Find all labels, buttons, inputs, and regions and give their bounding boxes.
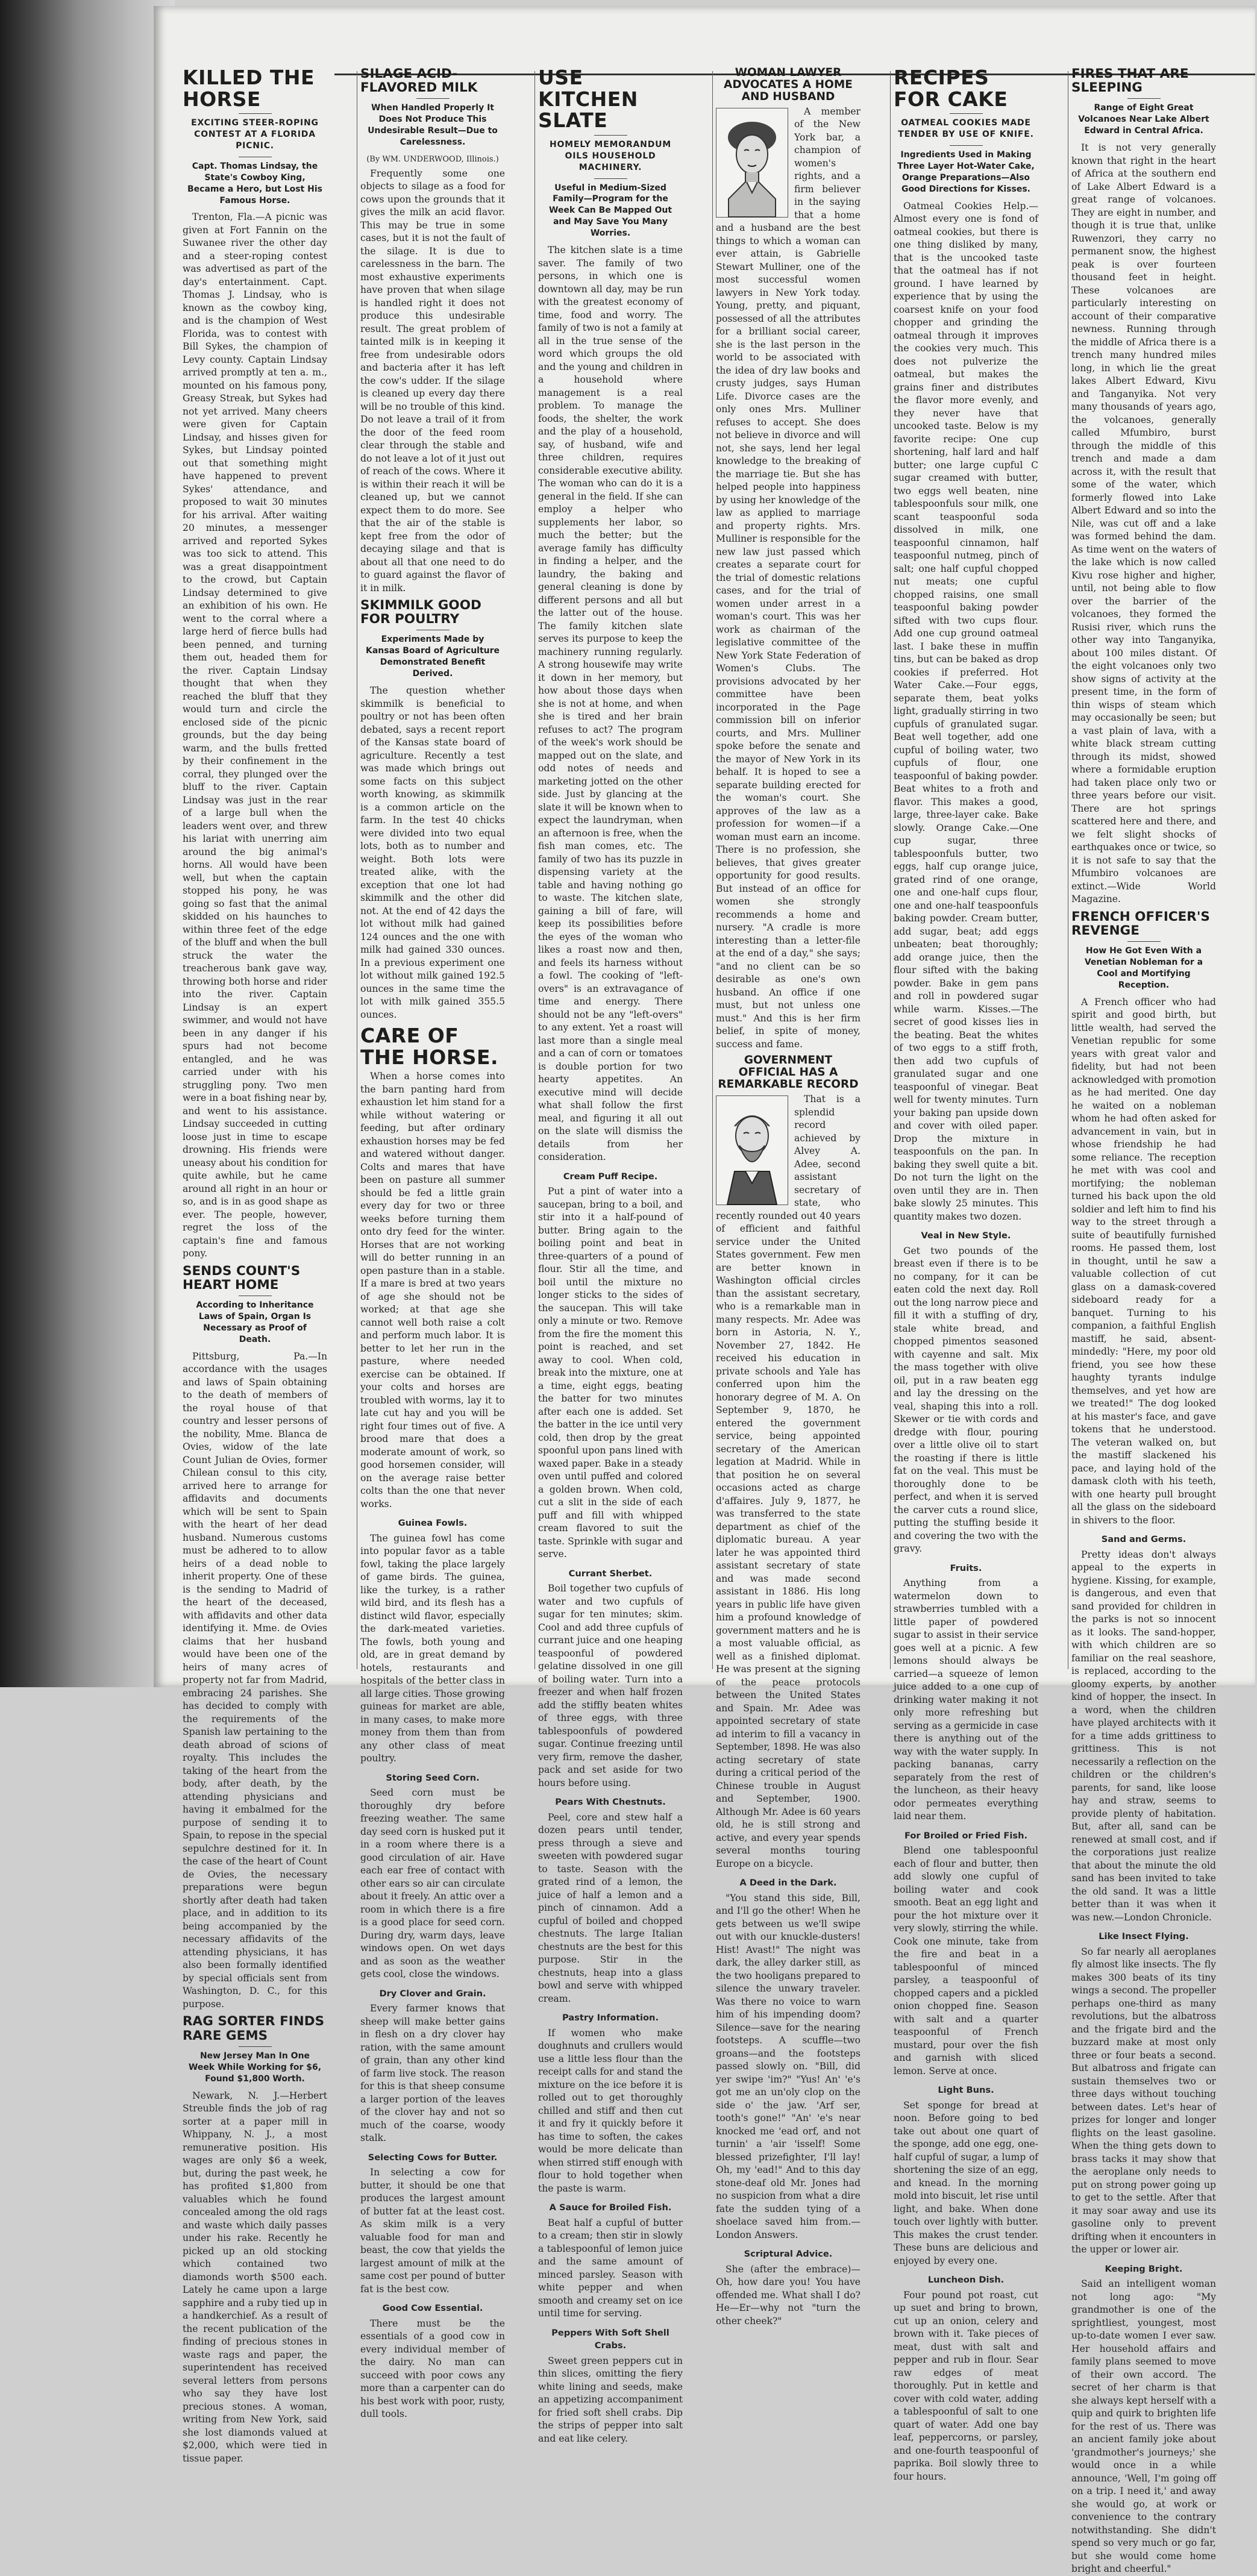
article-care-of-the-horse (360, 1025, 505, 1511)
column-6 (1071, 63, 1216, 2575)
article-body (1071, 142, 1216, 906)
article-sends-count-s-heart-home (183, 1264, 327, 2011)
headline: SENDS COUNT'S HEART HOME (183, 1263, 301, 1293)
body-text: Anything from a watermelon down to strawberries tumbled with a little paper of powdered sugar to assist in their service goes well at a picnic. A few lemons should always be carried—a squeeze of lemon juice added to a one cup of drinking water making it not only more refreshing but serving as a germicide in case there is anything out of the way with the water supply. In packing bananas, carry separately from the rest of the luncheon, as their heavy odor permeates everything laid near them. (894, 1578, 1038, 1822)
article-body (716, 105, 860, 1051)
article-keeping-bright (1071, 2263, 1216, 2576)
deck: Ingredients Used in Making Three Layer Hot-Water Cake, Orange Preparations—Also Good Directions for Kisses. (897, 150, 1035, 194)
column-1 (183, 63, 327, 2464)
body-text: There must be the essentials of a good cow in every individual member of the dairy. No man can succeed with poor cows any more than a carpenter can do his best work with poor, rusty, dull tools. (360, 2317, 505, 2420)
article-currant-sherbet (538, 1567, 683, 1790)
article-body (360, 685, 505, 1021)
headline: Sand and Germs. (1101, 1534, 1186, 1545)
deck-divider (594, 178, 627, 179)
article-killed-the-horse (183, 67, 327, 1261)
deck: EXCITING STEER-ROPING CONTEST AT A FLORIDA PICNIC. (191, 118, 319, 151)
body-text: When a horse comes into the barn panting hard from exhaustion let him stand for a while without watering or feeding, but after ordinary exhaustion horses may be fed and watered without danger. Colts and mares that have been on pasture all summer should be fed a little grain every day for two or three weeks before turning them onto dry feed for the winter. Horses that are not working will do better running in an open pasture than in a stable. If a mare is bred at two years of age she should not be worked; at that age she cannot well both raise a colt and perform much labor. It is better to let her run in the pasture, where needed exercise can be obtained. If your colts and horses are troubled with worms, lay it to late cut hay and you will be right four times out of five. A brood mare that does a moderate amount of work, so good horsemen consider, will on the average raise better colts than the one that never works. (360, 1071, 505, 1509)
column-rule (890, 71, 891, 1669)
deck-divider (416, 98, 450, 99)
headline: Good Cow Essential. (382, 2303, 483, 2314)
portrait-woman (716, 108, 788, 218)
body-text: So far nearly all aeroplanes fly almost like insects. The fly makes 300 beats of its tiny wings a second. The propeller perhaps one-third as many revolutions, but the albatross and the frigate bird and the buzzard make at most only three or four beats a second. But albatross and frigate can sustain themselves two or three days without touching between dates. Let's hear of prizes for longer and longer flights on the least gasoline. When the thing gets down to brass tacks it may show that the aeroplane only needs to put on strong power going up to get to the settle. After that it may soar away and use its gasoline only to prevent drifting when it encounters in the upper or lower air. (1071, 1946, 1216, 2255)
body-text: If women who make doughnuts and crullers would use a little less flour than the receipt calls for and stand the mixture on the ice before it is rolled out to get thoroughly chilled and stiff and then cut it and fry it quickly before it has time to soften, the cakes would be more delicate than when stirred stiff enough with flour to hold together when the paste is warm. (538, 2027, 683, 2194)
deck: Range of Eight Great Volcanoes Near Lake Albert Edward in Central Africa. (1078, 103, 1209, 136)
article-woman-lawyer-advocates-a-home-and-husband (716, 67, 860, 1051)
body-text: Newark, N. J.—Herbert Streuble finds the job of rag sorter at a paper mill in Whippany, N. J., a most remunerative position. His wages are only $6 a week, but, during the past week, he has profited $1,800 from valuables which he found concealed among the old rags and waste which daily passes under his rake. Recently he picked up an old stocking which contained two diamonds worth $500 each. Lately he came upon a large sapphire and a ruby tied up in a handkerchief. As a result of the recent publication of the finding of precious stones in waste rags and paper, the superintendent has received several letters from persons who say they have lost precious stones. A woman, writing from New York, said she lost diamonds valued at $2,000, which were tied in tissue paper. (183, 2090, 327, 2464)
headline: Peppers With Soft Shell Crabs. (551, 2327, 669, 2351)
body-text: Put a pint of water into a saucepan, bring to a boil, and stir into it a half-pound of butter. Bring again to the boiling point and beat in three-quarters of a pound of flour. Stir all the time, and boil until the mixture no longer sticks to the sides of the saucepan. This will take only a minute or two. Remove from the fire the moment this point is reached, and set away to cool. When cold, break into the mixture, one at a time, eight eggs, beating the batter for two minutes after each one is added. Set the batter in the ice until very cold, then drop by the great spoonful upon pans lined with waxed paper. Bake in a steady oven until puffed and colored a golden brown. When cold, cut a slit in the side of each puff and fill with whipped cream flavored to suit the taste. Sprinkle with sugar and serve. (538, 1186, 683, 1559)
article-a-deed-in-the-dark (716, 1876, 860, 2242)
body-text: A member of the New York bar, a champion of women's rights, and a firm believer in the saying that a home and a husband are the best things to which a woman can ever attain, is Gabrielle Stewart Mulliner, one of the most successful women lawyers in New York today. Young, pretty, and piquant, possessed of all the attributes for a brilliant social career, she is the last person in the world to be associated with the idea of dry law books and crusty judges, says Human Life. Divorce cases are the only ones Mrs. Mulliner refuses to accept. She does not believe in divorce and will not, she says, lend her legal knowledge to the breaking of the marriage tie. But she has helped people into happiness by using her knowledge of the law as applied to marriage and property rights. Mrs. Mulliner is responsible for the new law just passed which creates a separate court for the trial of domestic relations cases, and for the trial of women under arrest in a woman's court. This was her work as chairman of the legislative committee of the New York State Federation of Women's Clubs. The provisions advocated by her committee have been incorporated in the Page commission bill on inferior courts, and Mrs. Mulliner spoke before the senate and the mayor of New York in its behalf. It is hoped to see a separate building erected for the woman's court. She approves of the law as a profession for women—if a woman must earn an income. There is no profession, she believes, that gives greater opportunity for good results. But instead of an office for women she strongly recommends a home and nursery. "A cradle is more interesting than a letter-file at the end of a day," she says; "and no client can be so desirable as one's own husband. An office if one must, but not unless one must." And this is her firm belief, in spite of money, success and fame. (716, 105, 860, 1050)
headline: RAG SORTER FINDS RARE GEMS (183, 2014, 325, 2043)
body-text: She (after the embrace)—Oh, how dare you! You have offended me. What shall I do? He—Er—why not "turn the other cheek?" (716, 2263, 860, 2327)
headline: A Sauce for Broiled Fish. (549, 2202, 672, 2213)
article-sand-and-germs (1071, 1533, 1216, 1924)
deck: New Jersey Man In One Week While Working for $6, Found $1,800 Worth. (188, 2051, 322, 2084)
article-body (894, 2099, 1038, 2268)
deck: HOMELY MEMORANDUM OILS HOUSEHOLD MACHINERY. (549, 139, 672, 172)
headline: KILLED THE HORSE (183, 66, 315, 111)
deck: OATMEAL COOKIES MADE TENDER BY USE OF KNIFE. (898, 118, 1034, 140)
article-body (894, 2289, 1038, 2484)
article-body (894, 1577, 1038, 1823)
deck: Experiments Made by Kansas Board of Agriculture Demonstrated Benefit Derived. (365, 635, 500, 679)
article-rag-sorter-finds-rare-gems (183, 2014, 327, 2465)
article-body (894, 200, 1038, 1224)
article-body (183, 1350, 327, 2011)
headline: Pears With Chestnuts. (555, 1797, 666, 1807)
body-text: In selecting a cow for butter, it should be one that produces the largest amount of butter fat at the least cost. As skim milk is a very valuable food for man and beast, the cow that yields the largest amount of milk at the same cost per pound of butter fat is the best cow. (360, 2167, 505, 2295)
article-body (360, 2166, 505, 2296)
article-selecting-cows-for-butter (360, 2151, 505, 2296)
newspaper-page (154, 6, 1255, 2575)
article-body (716, 1093, 860, 1870)
article-peppers-with-soft-shell-crabs (538, 2327, 683, 2446)
article-like-insect-flying (1071, 1930, 1216, 2257)
headline: Like Insect Flying. (1099, 1931, 1189, 1942)
headline: FRENCH OFFICER'S REVENGE (1071, 909, 1210, 938)
article-body (360, 1070, 505, 1511)
body-text: Set sponge for bread at noon. Before going to bed take out about one quart of the sponge, add one egg, one-half cupful of sugar, a lump of shortening the size of an egg, and knead. In the morning mold into biscuit, let rise until light, and bake. When done touch over lightly with butter. This makes the crust tender. These buns are delicious and enjoyed by every one. (894, 2099, 1038, 2266)
body-text: It is not very generally known that right in the heart of Africa at the southern end of Lake Albert Edward is a great range of volcanoes. They are eight in number, and though it is true that, unlike Ruwenzori, they carry no permanent snow, the highest peak is over fourteen thousand feet in height. These volcanoes are particularly interesting on account of their comparative newness. Running through the middle of Africa there is a trench many hundred miles long, in which lie the great lakes Albert Edward, Kivu and Tanganyika. Not very many thousands of years ago, the volcanoes, generally called Mfumbiro, burst through the middle of this trench and made a dam across it, with the result that some of the water, which formerly flowed into Lake Albert Edward and so into the Nile, was cut off and a lake was formed behind the dam. As time went on the waters of the lake which is now called Kivu rose higher and higher, until, not being able to flow over the barrier of the volcanoes, they formed the Rusisi river, which runs the other way into Tanganyika, about 100 miles distant. Of the eight volcanoes only two show signs of activity at the present time, in the form of thin wisps of steam which may occasionally be seen; but a vast plain of lava, with a white black stream cutting through its midst, showed where a formidable eruption had taken place only two or three years before our visit. There are hot springs scattered here and there, and we felt slight shocks of earthquakes once or twice, so it is not safe to say that the Mfumbiro volcanoes are extinct.—Wide World Magazine. (1071, 142, 1216, 905)
article-body (360, 2317, 505, 2421)
body-text: Trenton, Fla.—A picnic was given at Fort Fannin on the Suwanee river the other day and a steer-roping contest was advertised as part of the day's entertainment. Capt. Thomas J. Lindsay, who is known as the cowboy king, and is the champion of West Florida, was to contest with Bill Sykes, the champion of Levy county. Captain Lindsay arrived promptly at ten a. m., mounted on his famous pony, Greasy Streak, but Sykes had not yet arrived. Many cheers were given for Captain Lindsay, and hisses given for Sykes, but Lindsay pointed out that something might have happened to prevent Sykes' attendance, and proposed to wait 30 minutes for his arrival. After waiting 20 minutes, a messenger arrived and reported Sykes was too sick to attend. This was a great disappointment to the crowd, but Captain Lindsay determined to give an exhibition of his own. He went to the corral where a large herd of fierce bulls had been penned, and turning them out, headed them for the river. Captain Lindsay thought that when they reached the bluff that they would turn and circle the enclosed side of the picnic grounds, but the day being warm, and the bulls fretted by their confinement in the corral, they plunged over the bluff to the river. Captain Lindsay was just in the rear of a large bull when the leaders went over, and threw his lariat with unerring aim around the big animal's horns. All would have been well, but when the captain stopped his pony, he was going so fast that the animal skidded on his haunches to within three feet of the edge of the bluff and when the bull struck the water the treacherous bank gave way, throwing both horse and rider into the river. Captain Lindsay is an expert swimmer, and would not have been in any danger if his spurs had not become entangled, and he was carried under with his struggling pony. Two men were in a boat fishing near by, and went to his assistance. Lindsay succeeded in cutting loose just in time to escape drowning. His friends were uneasy about his condition for quite awhile, but he came around all right in an hour or so, and is in as good shape as ever. The people, however, regret the loss of the captain's fine and famous pony. (183, 212, 327, 1259)
article-body (1071, 1549, 1216, 1925)
deck-divider (1127, 941, 1161, 942)
headline: Currant Sherbet. (568, 1568, 653, 1579)
article-scriptural-advice (716, 2248, 860, 2328)
article-for-broiled-or-fried-fish (894, 1829, 1038, 2078)
body-text: Sweet green peppers cut in thin slices, omitting the fiery white lining and seeds, make an appetizing accompaniment for fried soft shell crabs. Dip the strips of pepper into salt and eat like celery. (538, 2355, 683, 2444)
article-dry-clover-and-grain (360, 1987, 505, 2145)
article-body (538, 244, 683, 1164)
article-body (360, 2002, 505, 2145)
headline: USE KITCHEN SLATE (538, 66, 638, 133)
headline: Pastry Information. (562, 2013, 659, 2023)
headline: Scriptural Advice. (744, 2249, 833, 2260)
deck-divider (239, 113, 272, 114)
deck-divider (950, 145, 983, 146)
article-pears-with-chestnuts (538, 1796, 683, 2005)
column-rule (712, 71, 713, 1669)
headline: GOVERNMENT OFFICIAL HAS A REMARKABLE RECORD (718, 1054, 859, 1091)
body-text: Said an intelligent woman not long ago: "My grandmother is one of the sprightliest, youngest, most up-to-date women I ever saw. Her household affairs and family plans seemed to move of their own accord. The secret of her charm is that she always kept herself with a quip and quirk to brighten life for the rest of us. There was an ancient family joke about 'grandmother's journeys;' she would once in a while announce, 'Well, I'm going off on a trip. I need it,' and away she would go, at work or convenience to the contrary notwithstanding. She didn't spend so very much or go far, but she would come home bright and cheerful." (1071, 2278, 1216, 2575)
article-body (538, 2027, 683, 2196)
headline: A Deed in the Dark. (739, 1878, 837, 1888)
article-fires-that-are-sleeping (1071, 67, 1216, 906)
column-2 (360, 63, 505, 2420)
article-body (360, 1787, 505, 1981)
deck: According to Inheritance Laws of Spain, Organ Is Necessary as Proof of Death. (196, 1300, 314, 1345)
body-text: Four pound pot roast, cut up suet and bring to brown, cut up an onion, celery and brown with it. Take pieces of meat, dust with salt and pepper and rub in flour. Sear raw edges of meat thoroughly. Put in kettle and cover with cold water, adding a tablespoonful of salt to one quart of water. Add one bay leaf, peppercorns, or parsley, and one-fourth teaspoonful of paprika. Boil slowly three to four hours. (894, 2289, 1038, 2482)
headline: Cream Puff Recipe. (563, 1171, 658, 1182)
article-body (538, 1185, 683, 1561)
body-text: Get two pounds of the breast even if there is to be no company, for it can be eaten cold the next day. Roll out the long narrow piece and fill it with a stuffing of dry, stale white bread, and chopped pimentos seasoned with cayenne and salt. Mix the mass together with olive oil, put in a raw beaten egg and lay the dressing on the veal, shaping this into a roll. Skewer or tie with cords and dredge with flour, pouring over a little olive oil to start the roasting if there is little fat on the veal. This must be thoroughly done to be perfect, and when it is served the carver cuts a round slice, putting the stuffing beside it and covering the two with the gravy. (894, 1245, 1038, 1555)
body-text: Seed corn must be thoroughly dry before freezing weather. The same day seed corn is husked put it in a room where there is a good circulation of air. Have each ear free of contact with other ears so air can circulate about it freely. An attic over a room in which there is a fire is a good place for seed corn. During dry, warm days, leave windows open. On wet days and as soon as the weather gets cool, close the windows. (360, 1787, 505, 1980)
article-a-sauce-for-broiled-fish (538, 2201, 683, 2321)
article-pastry-information (538, 2011, 683, 2195)
headline: Selecting Cows for Butter. (368, 2152, 498, 2163)
article-luncheon-dish (894, 2274, 1038, 2483)
article-cream-puff-recipe (538, 1170, 683, 1561)
body-text: Boil together two cupfuls of water and two cupfuls of sugar for ten minutes; skim. Cool and add three cupfuls of currant juice and one heaping teaspoonful of powdered gelatine dissolved in one gill of boiling water. Turn into a freezer and when half frozen add the stiffly beaten whites of three eggs, with three tablespoonfuls of powdered sugar. Continue freezing until very firm, remove the dasher, pack and set aside for two hours before using. (538, 1583, 683, 1788)
article-good-cow-essential (360, 2302, 505, 2421)
article-body (538, 2217, 683, 2321)
article-body (183, 211, 327, 1261)
body-text: "You stand this side, Bill, and I'll go the other! When he gets between us we'll swipe out with our knuckle-dusters! Hist! Avast!" The night was dark, the alley darker still, as the two hooligans prepared to silence the unwary traveler. Was there no voice to warn him of his impending doom? Silence—save for the nearing footsteps. A scuffle—two groans—and the footsteps passed slowly on. "Bill, did yer swipe 'im?" "Yus! An' 'e's got me an un'oly clop on the side o' the jaw. 'Arf ser, tooth's gone!" "An' 'e's near knocked me 'ead orf, and not turnin' a 'air 'isself! Some blessed prizefighter, I'll lay! Oh, my 'ead!" And to this day stone-deaf old Mr. Jones had no suspicion from what a dire fate the sudden tying of a shoelace saved him from.—London Answers. (716, 1892, 860, 2240)
article-use-kitchen-slate (538, 67, 683, 1164)
article-body (360, 1532, 505, 1766)
article-body (1071, 1946, 1216, 2257)
article-body (538, 1811, 683, 2006)
portrait-man (716, 1095, 788, 1205)
article-silage-acid-flavored-milk (360, 67, 505, 595)
column-3 (538, 63, 683, 2444)
article-skimmilk-good-for-poultry (360, 598, 505, 1021)
body-text: Beat half a cupful of butter to a cream; then stir in slowly a tablespoonful of lemon juice and the same amount of minced parsley. Season with white pepper and when smooth and creamy set on ice until time for serving. (538, 2217, 683, 2319)
body-text: Blend one tablespoonful each of flour and butter, then add slowly one cupful of boiling water and cook smooth. Beat an egg light and pour the hot mixture over it very slowly, stirring the while. Cook one minute, take from the fire and beat in a tablespoonful of minced parsley, a teaspoonful of chopped capers and a pickled onion chopped fine. Season with salt and a quarter teaspoonful of French mustard, pour over the fish and garnish with sliced lemon. Serve at once. (894, 1845, 1038, 2076)
article-body (716, 2263, 860, 2328)
article-body (894, 1844, 1038, 2078)
article-body (360, 168, 505, 595)
headline: Dry Clover and Grain. (379, 1988, 486, 1999)
article-body (1071, 996, 1216, 1528)
deck: When Handled Properly It Does Not Produce This Undesirable Result—Due to Carelessness. (368, 103, 498, 148)
headline: Guinea Fowls. (398, 1518, 468, 1529)
headline: CARE OF THE HORSE. (360, 1024, 499, 1069)
headline: RECIPES FOR CAKE (894, 66, 1008, 111)
body-text: That is a splendid record achieved by Alvey A. Adee, second assistant secretary of state, who recently rounded out 40 years of efficient and faithful service under the United States government. Few men are better known in Washington official circles than the assistant secretary, who is a remarkable man in many respects. Mr. Adee was born in Astoria, N. Y., November 27, 1842. He received his education in private schools and Yale has conferred upon him the honorary degree of M. A. On September 9, 1870, he entered the government service, being appointed secretary of the American legation at Madrid. While in that position he on several occasions acted as charge d'affaires. July 9, 1877, he was transferred to the state department as chief of the diplomatic bureau. A year later he was appointed third assistant secretary of state and was made second assistant in 1886. His long years in public life have given him a profound knowledge of government matters and he is a most valuable official, as well as a finished diplomat. He was present at the signing of the peace protocols between the United States and Spain. Mr. Adee was appointed secretary of state ad interim to fill a vacancy in September, 1898. He was also acting secretary of state during a critical period of the Chinese trouble in August and September, 1900. Although Mr. Adee is 60 years old, he is still strong and active, and every year spends several months touring Europe on a bicycle. (716, 1094, 860, 1869)
headline: SKIMMILK GOOD FOR POULTRY (360, 598, 481, 627)
article-veal-in-new-style (894, 1229, 1038, 1556)
deck: Capt. Thomas Lindsay, the State's Cowboy King, Became a Hero, but Lost His Famous Horse. (187, 161, 322, 205)
article-body (894, 1245, 1038, 1556)
article-body (183, 2090, 327, 2466)
article-french-officer-s-revenge (1071, 910, 1216, 1528)
article-body (1071, 2278, 1216, 2576)
deck-divider (239, 2046, 272, 2047)
body-text: Oatmeal Cookies Help.—Almost every one is fond of oatmeal cookies, but there is one thing disliked by many, that is the uncooked taste that the oatmeal has if not ground. I have learned by experience that by using the coarsest knife on your food chopper and grinding the oatmeal through it improves the cookies very much. This does not pulverize the oatmeal, but makes the grains finer and distributes the flavor more evenly, and they never have that uncooked taste. Below is my favorite recipe: One cup shortening, half lard and half butter; one large cupful C sugar creamed with butter, two eggs well beaten, nine tablespoonfuls sour milk, one scant teaspoonful soda dissolved in milk, one teaspoonful cinnamon, half teaspoonful nutmeg, pinch of salt; one half cupful chopped nut meats; one cupful chopped raisins, one small teaspoonful baking powder sifted with two cups flour. Add one cup ground oatmeal last. I bake these in muffin tins, but can be baked as drop cookies if preferred. Hot Water Cake.—Four eggs, separate them, beat yolks light, gradually stirring in two cupfuls of granulated sugar. Beat well together, add one cupful of boiling water, two cupfuls of flour, one teaspoonful of baking powder. Beat whites to a froth and flavor. This makes a good, large, three-layer cake. Bake slowly. Orange Cake.—One cup sugar, three tablespoonfuls butter, two eggs, half cup orange juice, grated rind of one orange, one and one-half cups flour, one and one-half teaspoonfuls baking powder. Cream butter, add sugar, beat; add eggs unbeaten; beat thoroughly; add orange juice, then the flour sifted with the baking powder. Bake in gem pans and roll in powdered sugar while warm. Kisses.—The secret of good kisses lies in the beating. Beat the whites of two eggs to a stiff froth, then add two cupfuls of granulated sugar and one teaspoonful of vinegar. Beat well for twenty minutes. Turn your baking pan upside down and cover with oiled paper. Drop the mixture in teaspoonfuls on the pan. In baking they swell quite a bit. Do not turn the light on the oven until they are in. Then bake slowly 25 minutes. This quantity makes two dozen. (894, 200, 1038, 1222)
column-rule (534, 71, 535, 1669)
column-5 (894, 63, 1038, 2482)
headline: Light Buns. (938, 2085, 994, 2096)
article-light-buns (894, 2084, 1038, 2267)
body-text: The kitchen slate is a time saver. The family of two persons, in which one is downtown all day, may be run with the greatest economy of time, food and worry. The family of two is not a family at all in the true sense of the word which groups the old and the young and children in a household where management is a real problem. To manage the foods, the shelter, the work and the play of a household, say, of husband, wife and three children, requires considerable executive ability. The woman who can do it is a general in the field. If she can employ a helper who supplements her labor, so much the better; but the average family has difficulty in finding a helper, and the laundry, the baking and general cleaning is done by different persons and all but the latter out of the house. The family kitchen slate serves its purpose to keep the machinery running regularly. A strong housewife may write it down in her memory, but how about those days when she is not at home, and when she is tired and her brain refuses to act? The program of the week's work should be mapped out on the slate, and odd notes of needs and marketing jotted on the other side. Just by glancing at the slate it will be known when to expect the laundryman, when an afternoon is free, when the fish man comes, etc. The family of two has its puzzle in dispensing variety at the table and having nothing go to waste. The kitchen slate, gaining a bill of fare, will keep its possibilities before the eyes of the woman who likes a roast now and then, and feels its harness without a fowl. The cooking of "left-overs" is an extravagance of time and energy. There should not be any "left-overs" to any extent. Yet a roast will last more than a single meal and a can of corn or tomatoes is double portion for two hearty appetites. An executive mind will decide what shall follow the first meal, and figuring it all out on the slate will dismiss the details from her consideration. (538, 245, 683, 1162)
headline: Veal in New Style. (921, 1230, 1011, 1241)
deck-divider (594, 135, 627, 136)
byline: (By WM. UNDERWOOD, Illinois.) (366, 155, 499, 164)
deck-divider (1127, 98, 1161, 99)
headline: WOMAN LAWYER ADVOCATES A HOME AND HUSBAND (724, 66, 853, 103)
headline: SILAGE ACID-FLAVORED MILK (360, 66, 478, 96)
article-recipes-for-cake (894, 67, 1038, 1223)
article-body (538, 2355, 683, 2446)
body-text: Frequently some one objects to silage as a food for cows upon the grounds that it gives the milk an acid flavor. This may be true in some cases, but it is not the fault of the silage. It is due to carelessness in the barn. The most exhaustive experiments have proven that when silage is handled right it does not produce this undesirable result. The great problem of tainted milk is in keeping it free from undesirable odors and bacteria after it has left the cow's udder. If the silage is cleaned up every day there will be no trouble of this kind. Do not leave a trail of it from the door of the feed room clear through the stable and do not leave a lot of it just out of reach of the cows. Where it is within their reach it will be cleaned up, but we cannot expect them to do more. See that the air of the stable is kept free from the odor of decaying silage and that is about all that one need to do to guard against the flavor of it in milk. (360, 168, 505, 594)
article-government-official-has-a-remarkable-record (716, 1055, 860, 1870)
article-storing-seed-corn (360, 1772, 505, 1981)
article-fruits (894, 1562, 1038, 1823)
headline: Storing Seed Corn. (386, 1772, 480, 1783)
book-binding-shadow (0, 0, 175, 1687)
article-guinea-fowls (360, 1517, 505, 1766)
headline: Luncheon Dish. (927, 2275, 1005, 2286)
headline: For Broiled or Fried Fish. (904, 1830, 1027, 1841)
body-text: Pretty ideas don't always appeal to the experts in hygiene. Kissing, for example, is dangerous, and even that sand provided for children in the parks is not so innocent as it looks. The sand-hopper, with which children are so familiar on the real seashore, is replaced, according to the gloomy experts, by another kind of hopper, the insect. In a word, when the children have played architects with it for a time adds grittiness to grittiness. This is not necessarily a reflection on the children or the children's parents, for sand, like loose hay and straw, seems to provide plenty of habitation. But, after all, sand can be renewed at small cost, and if the corporations just realize that about the minute the old sand has been invited to take the old sand. It was a little better than it was when it was new.—London Chronicle. (1071, 1549, 1216, 1923)
body-text: Every farmer knows that sheep will make better gains in flesh on a dry clover hay ration, with the same amount of grain, than any other kind of farm live stock. The reason for this is that sheep consume a larger portion of the leaves of the clover hay and not so much of the coarse, woody stalk. (360, 2003, 505, 2144)
body-text: A French officer who had spirit and good birth, but little wealth, had served the Venetian republic for some years with great valor and fidelity, but had not been acknowledged with promotion as he had merited. One day he waited on a nobleman whom he had often asked for advancement in vain, but in whose friendship he had some reliance. The reception he met with was cool and mortifying; the nobleman turned his back upon the old soldier and left him to find his way to the street through a suite of beautifully furnished rooms. He passed them, lost in thought, until he saw a valuable collection of cut glass on a damask-covered sideboard ready for a banquet. Turning to his companion, a faithful English mastiff, he said, absent-mindedly: "Here, my poor old friend, you see how these haughty tyrants indulge themselves, and yet how are we treated!" The dog looked at his master's face, and gave tokens that he understood. The veteran walked on, but the mastiff slackened his pace, and laying hold of the damask cloth with his teeth, with one hearty pull brought all the glass on the sideboard in shivers to the floor. (1071, 996, 1216, 1526)
body-text: Peel, core and stew half a dozen pears until tender, press through a sieve and sweeten with powdered sugar to taste. Season with the grated rind of a lemon, the juice of half a lemon and a pinch of cinnamon. Add a cupful of boiled and chopped chestnuts. The large Italian chestnuts are the best for this purpose. Stir in the chestnuts, heap into a glass bowl and serve with whipped cream. (538, 1811, 683, 2004)
headline: FIRES THAT ARE SLEEPING (1071, 66, 1189, 96)
article-body (716, 1892, 860, 2242)
headline: Keeping Bright. (1105, 2263, 1183, 2274)
deck: Useful in Medium-Sized Family—Program for the Week Can Be Mapped Out and May Save You Many Worries. (548, 183, 672, 239)
deck-divider (950, 113, 983, 114)
headline: Fruits. (950, 1562, 982, 1573)
article-body (538, 1582, 683, 1790)
column-4 (716, 63, 860, 2327)
body-text: The question whether skimmilk is beneficial to poultry or not has been often debated, says a recent report of the Kansas state board of agriculture. Recently a test was made which brings out some facts on this subject worth knowing, as skimmilk is a common article on the farm. In the test 40 chicks were divided into two equal lots, both as to number and weight. Both lots were treated alike, with the exception that one lot had skimmilk and the other did not. At the end of 42 days the lot without milk had gained 124 ounces and the one with milk had gained 330 ounces. In a previous experiment one lot without milk gained 192.5 ounces in the same time the lot with milk gained 355.5 ounces. (360, 685, 505, 1020)
body-text: Pittsburg, Pa.—In accordance with the usages and laws of Spain obtaining to the death of members of the royal house of that country and lesser persons of the nobility, Mme. Blanca de Ovies, widow of the late Count Julian de Ovies, former Chilean consul to this city, arrived here to arrange for affidavits and documents which will be sent to Spain with the heart of her dead husband. Numerous customs must be adhered to to allow heirs of a dead noble to inherit property. One of these is the sending to Madrid of the heart of the deceased, with affidavits and other data identifying it. Mme. de Ovies claims that her husband would have been one of the heirs of many acres of property not far from Madrid, embracing 24 parishes. She has decided to comply with the requirements of the Spanish law pertaining to the death abroad of scions of royalty. This includes the taking of the heart from the body, after death, by the attending physicians and having it embalmed for the purpose of sending it to Spain, to repose in the special sepulchre destined for it. In the case of the heart of Count de Ovies, the necessary preparations were begun shortly after death had taken place, and in addition to its being accompanied by the necessary affidavits of the attending physicians, it has also been formally identified by special officials sent from Washington, D. C., for this purpose. (183, 1350, 327, 2010)
deck: How He Got Even With a Venetian Nobleman for a Cool and Mortifying Reception. (1084, 946, 1203, 990)
body-text: The guinea fowl has come into popular favor as a table fowl, taking the place largely of game birds. The guinea, like the turkey, is a rather wild bird, and its flesh has a distinct wild flavor, especially the dark-meated varieties. The fowls, both young and old, are in great demand by hotels, restaurants and hospitals of the better class in all large cities. Those growing guineas for market are able, in many cases, to make more money from them than from any other class of meat poultry. (360, 1532, 505, 1764)
